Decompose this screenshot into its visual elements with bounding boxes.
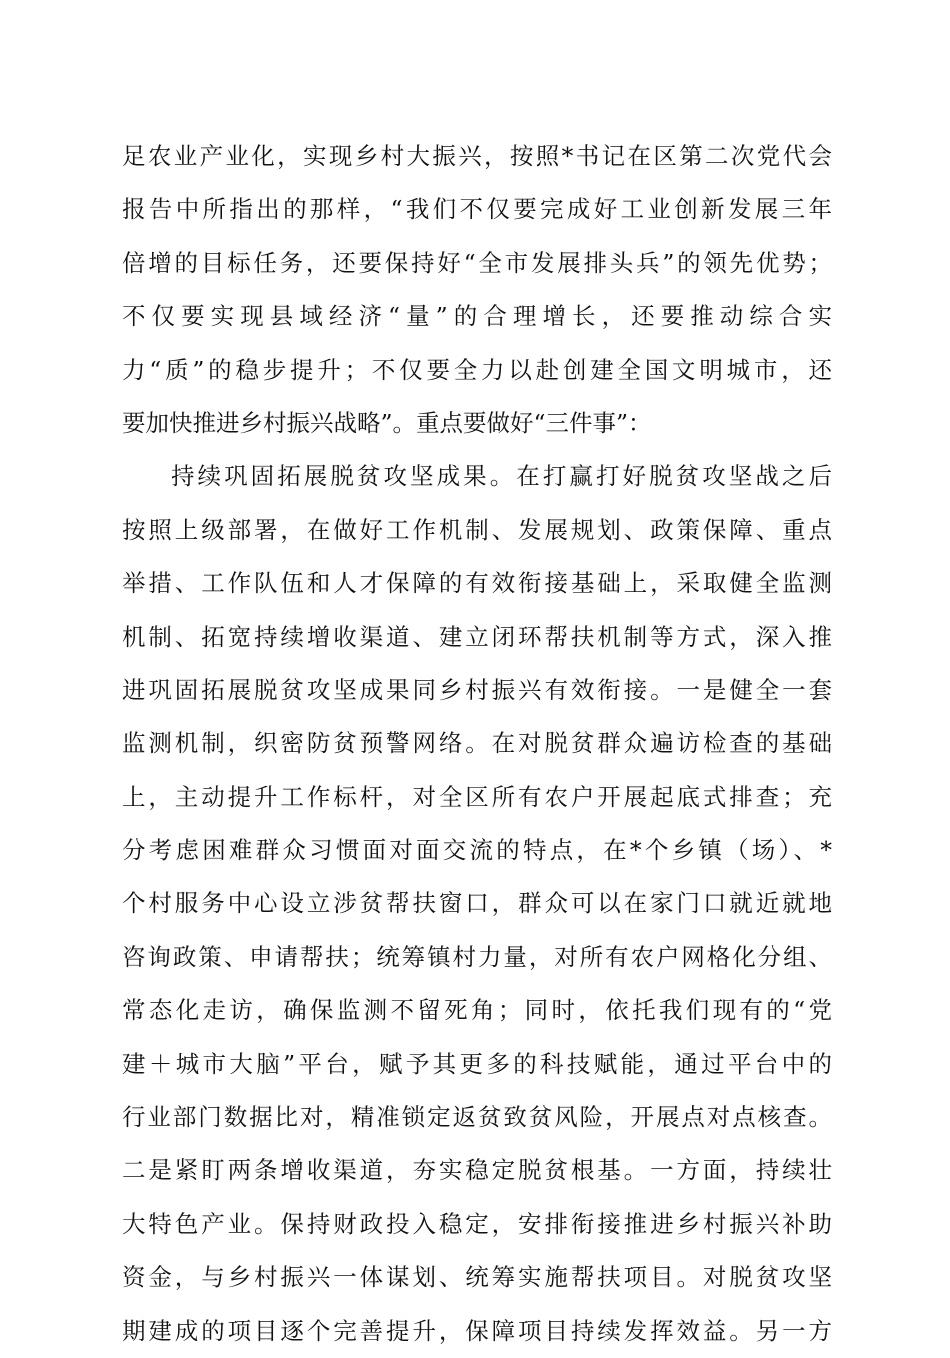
text-line: 期建成的项目逐个完善提升，保障项目持续发挥效益。另一方 bbox=[122, 1316, 832, 1345]
text-line: 大特色产业。保持财政投入稳定，安排衔接推进乡村振兴补助 bbox=[122, 1209, 832, 1238]
body-text bbox=[122, 130, 832, 1358]
paragraph-start-line: 持续巩固拓展脱贫攻坚成果。在打赢打好脱贫攻坚战之后 bbox=[171, 462, 832, 491]
text-line: 进巩固拓展脱贫攻坚成果同乡村振兴有效衔接。一是健全一套 bbox=[122, 675, 832, 704]
text-line: 机制、拓宽持续增收渠道、建立闭环帮扶机制等方式，深入推 bbox=[122, 622, 832, 651]
text-line: 举措、工作队伍和人才保障的有效衔接基础上，采取健全监测 bbox=[122, 569, 832, 598]
text-line: 报告中所指出的那样，“我们不仅要完成好工业创新发展三年 bbox=[122, 195, 832, 224]
text-line: 足农业产业化，实现乡村大振兴，按照*书记在区第二次党代会 bbox=[122, 142, 832, 170]
text-line: 分考虑困难群众习惯面对面交流的特点，在*个乡镇（场）、* bbox=[122, 836, 832, 865]
text-line: 倍增的目标任务，还要保持好“全市发展排头兵”的领先优势； bbox=[122, 248, 832, 277]
text-line: 力“质”的稳步提升；不仅要全力以赴创建全国文明城市，还 bbox=[122, 355, 832, 384]
text-line: 建＋城市大脑”平台，赋予其更多的科技赋能，通过平台中的 bbox=[122, 1049, 832, 1078]
text-line: 行业部门数据比对，精准锁定返贫致贫风险，开展点对点核查。 bbox=[122, 1103, 832, 1132]
text-line: 咨询政策、申请帮扶；统筹镇村力量，对所有农户网格化分组、 bbox=[122, 942, 832, 971]
text-line: 常态化走访，确保监测不留死角；同时，依托我们现有的“党 bbox=[122, 996, 832, 1025]
text-line: 上，主动提升工作标杆，对全区所有农户开展起底式排查；充 bbox=[122, 782, 832, 811]
text-line: 二是紧盯两条增收渠道，夯实稳定脱贫根基。一方面，持续壮 bbox=[122, 1156, 832, 1185]
text-line: 个村服务中心设立涉贫帮扶窗口，群众可以在家门口就近就地 bbox=[122, 889, 832, 918]
text-line: 资金，与乡村振兴一体谋划、统筹实施帮扶项目。对脱贫攻坚 bbox=[122, 1263, 832, 1292]
text-line: 要加快推进乡村振兴战略”。重点要做好“三件事”： bbox=[122, 408, 652, 437]
text-line: 不仅要实现县域经济“量”的合理增长，还要推动综合实 bbox=[122, 302, 832, 331]
text-line: 按照上级部署，在做好工作机制、发展规划、政策保障、重点 bbox=[122, 515, 832, 544]
text-line: 监测机制，织密防贫预警网络。在对脱贫群众遍访检查的基础 bbox=[122, 729, 832, 758]
